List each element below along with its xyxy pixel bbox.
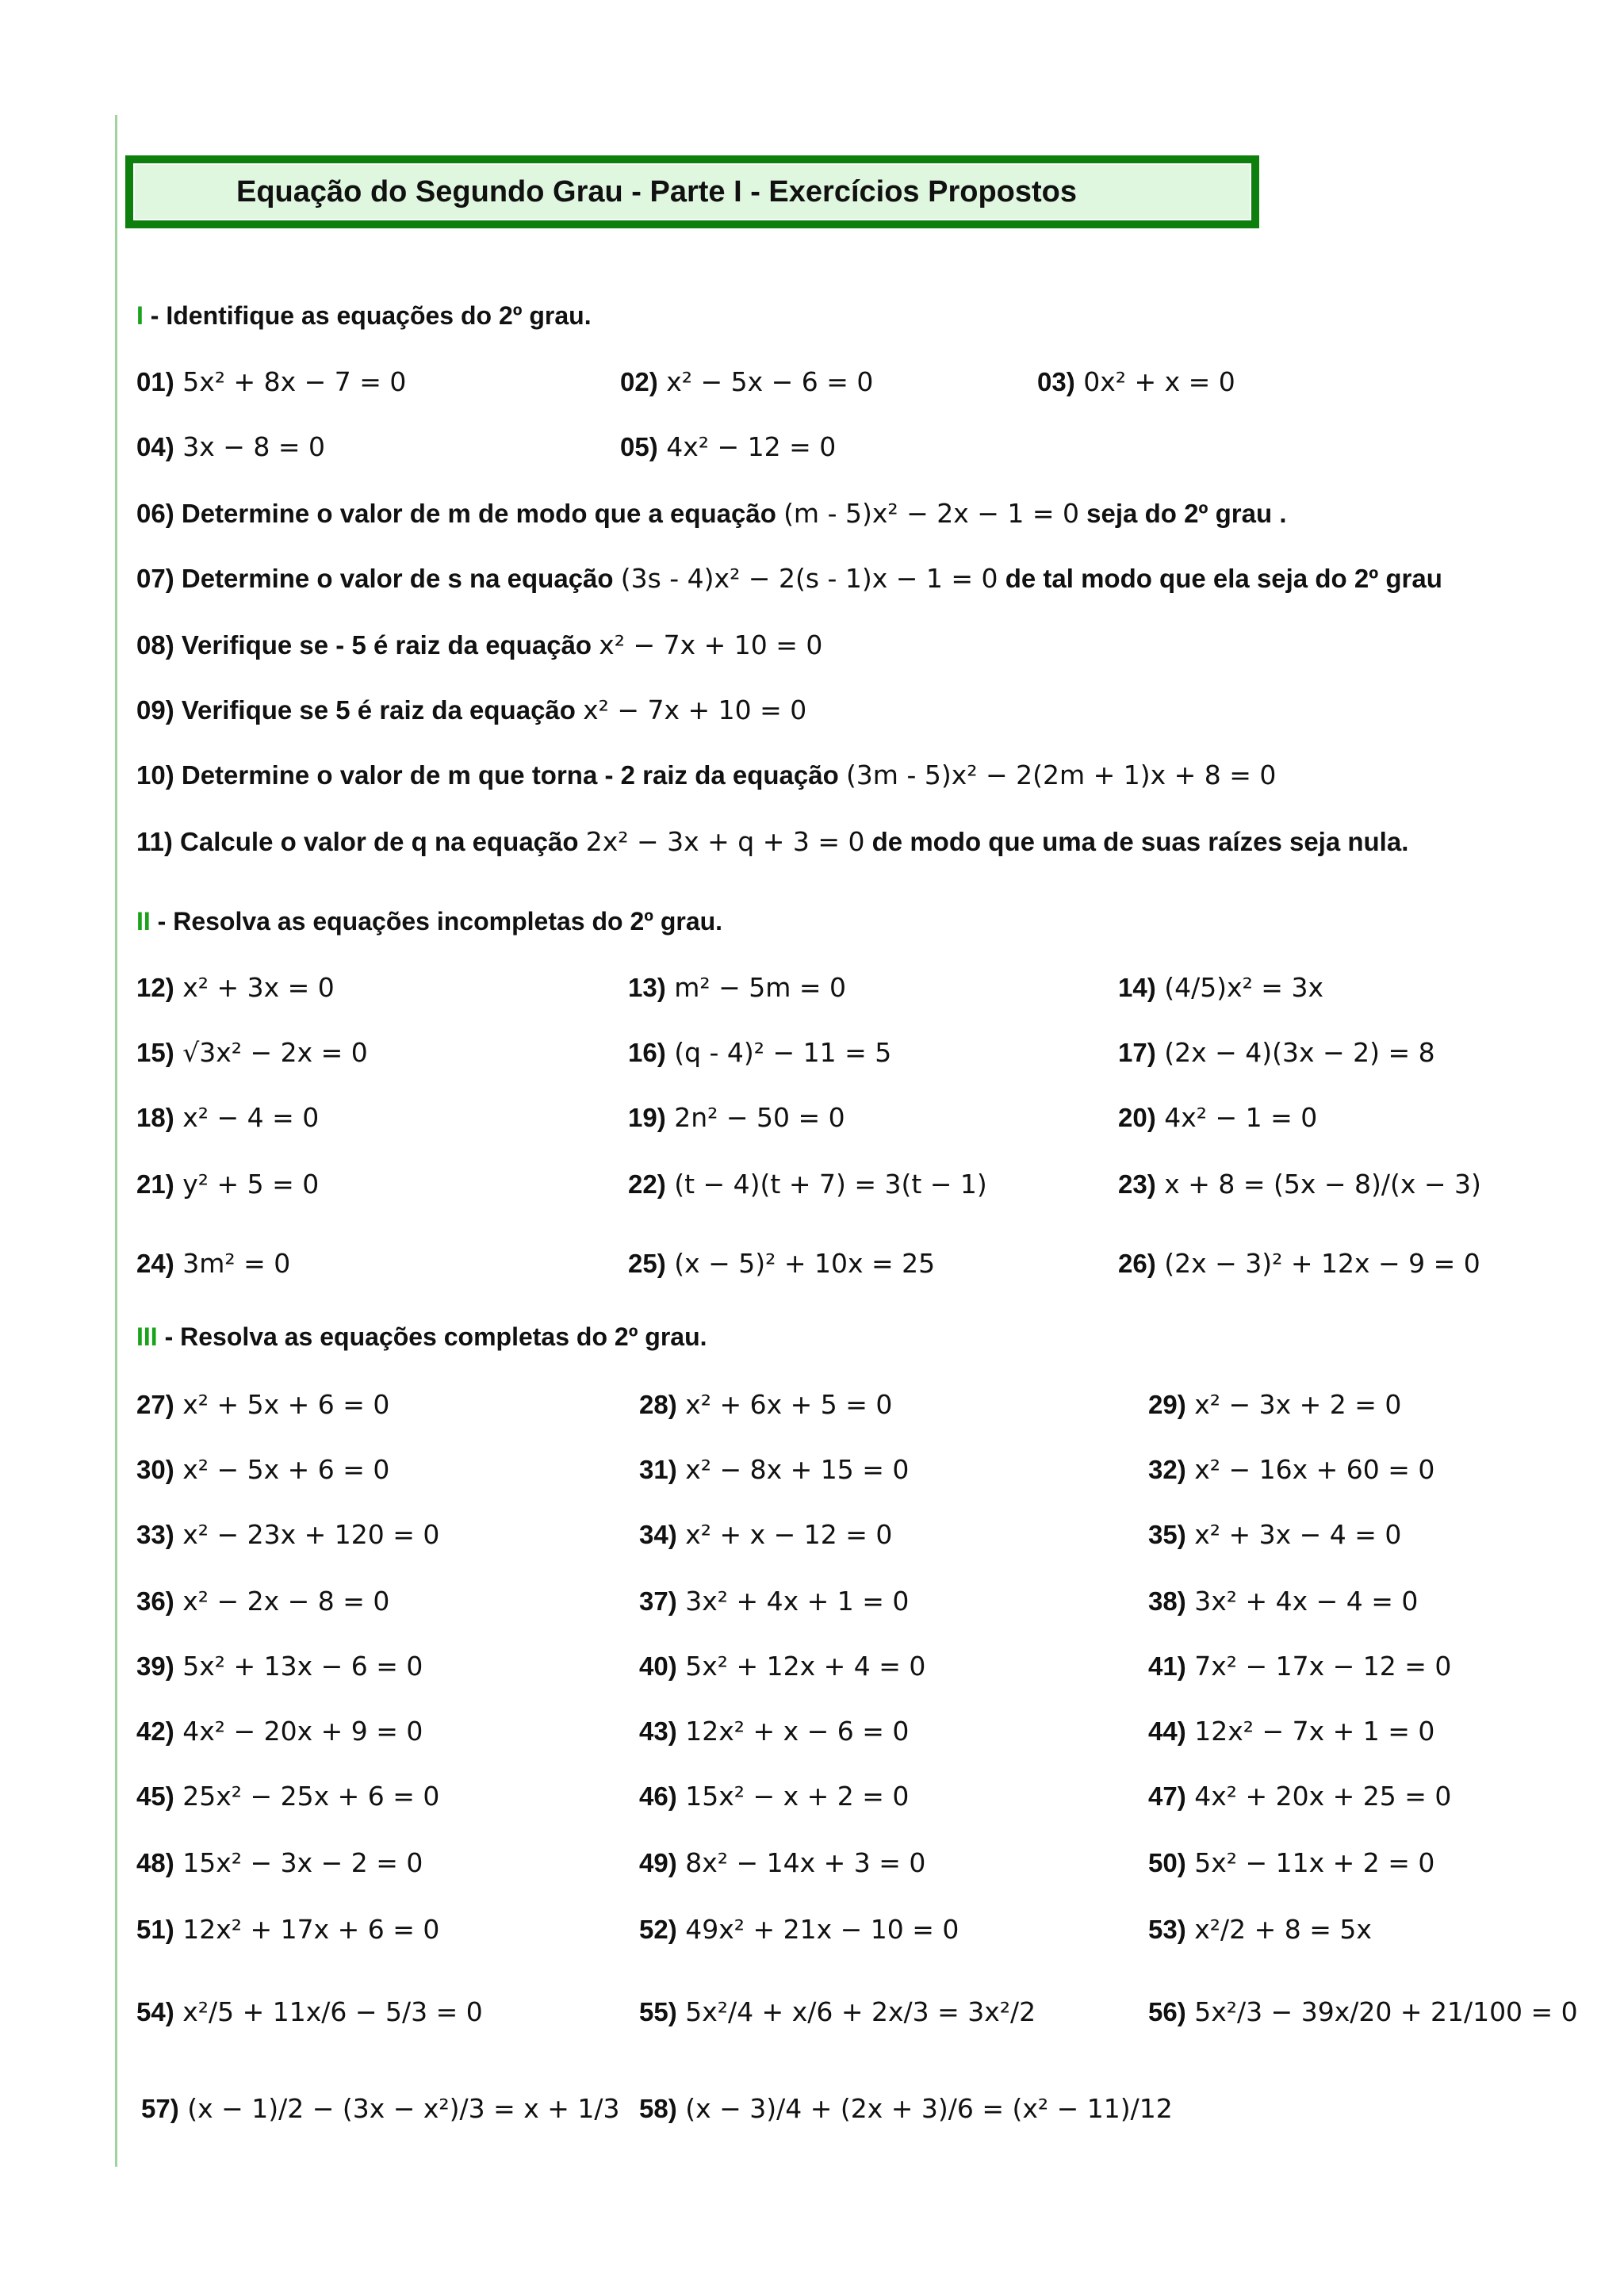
exercise-46: 46) 15x² − x + 2 = 0 xyxy=(639,1781,910,1812)
exercise-17: 17) (2x − 4)(3x − 2) = 8 xyxy=(1118,1037,1435,1068)
exercise-27: 27) x² + 5x + 6 = 0 xyxy=(136,1389,390,1420)
exercise-44: 44) 12x² − 7x + 1 = 0 xyxy=(1148,1716,1435,1747)
section-3-heading xyxy=(136,1322,707,1352)
exercise-47: 47) 4x² + 20x + 25 = 0 xyxy=(1148,1781,1452,1812)
exercise-08: 08) Verifique se - 5 é raiz da equação x² − 7x + 10 = 0 xyxy=(136,629,823,660)
exercise-57: 57) (x − 1)/2 − (3x − x²)/3 = x + 1/3 xyxy=(141,2093,620,2124)
margin-line xyxy=(115,115,117,2167)
exercise-04: 04) 3x − 8 = 0 xyxy=(136,431,325,462)
section-2-text: - Resolva as equações incompletas do 2º grau. xyxy=(150,907,723,936)
exercise-06: 06) Determine o valor de m de modo que a equação (m - 5)x² − 2x − 1 = 0 seja do 2º grau . xyxy=(136,498,1287,529)
exercise-26: 26) (2x − 3)² + 12x − 9 = 0 xyxy=(1118,1248,1480,1279)
section-3-text: - Resolva as equações completas do 2º grau. xyxy=(157,1322,707,1351)
exercise-23: 23) x + 8 = (5x − 8)/(x − 3) xyxy=(1118,1169,1481,1200)
exercise-22: 22) (t − 4)(t + 7) = 3(t − 1) xyxy=(628,1169,987,1200)
exercise-15: 15) √3x² − 2x = 0 xyxy=(136,1037,368,1068)
section-1-roman: I xyxy=(136,301,144,330)
exercise-24: 24) 3m² = 0 xyxy=(136,1248,291,1279)
exercise-10: 10) Determine o valor de m que torna - 2 raiz da equação (3m - 5)x² − 2(2m + 1)x + 8 = 0 xyxy=(136,760,1277,790)
exercise-18: 18) x² − 4 = 0 xyxy=(136,1102,320,1133)
exercise-49: 49) 8x² − 14x + 3 = 0 xyxy=(639,1847,926,1878)
exercise-07: 07) Determine o valor de s na equação (3s - 4)x² − 2(s - 1)x − 1 = 0 de tal modo que ela seja do 2º grau xyxy=(136,563,1442,594)
exercise-35: 35) x² + 3x − 4 = 0 xyxy=(1148,1519,1402,1550)
exercise-42: 42) 4x² − 20x + 9 = 0 xyxy=(136,1716,423,1747)
exercise-29: 29) x² − 3x + 2 = 0 xyxy=(1148,1389,1402,1420)
exercise-13: 13) m² − 5m = 0 xyxy=(628,972,846,1003)
exercise-50: 50) 5x² − 11x + 2 = 0 xyxy=(1148,1847,1435,1878)
exercise-41: 41) 7x² − 17x − 12 = 0 xyxy=(1148,1651,1452,1682)
exercise-36: 36) x² − 2x − 8 = 0 xyxy=(136,1586,390,1617)
section-2-heading xyxy=(136,907,722,936)
exercise-34: 34) x² + x − 12 = 0 xyxy=(639,1519,893,1550)
exercise-39: 39) 5x² + 13x − 6 = 0 xyxy=(136,1651,423,1682)
exercise-21: 21) y² + 5 = 0 xyxy=(136,1169,320,1200)
exercise-54: 54) x²/5 + 11x/6 − 5/3 = 0 xyxy=(136,1996,483,2027)
exercise-38: 38) 3x² + 4x − 4 = 0 xyxy=(1148,1586,1419,1617)
exercise-12: 12) x² + 3x = 0 xyxy=(136,972,335,1003)
exercise-30: 30) x² − 5x + 6 = 0 xyxy=(136,1454,390,1485)
exercise-37: 37) 3x² + 4x + 1 = 0 xyxy=(639,1586,910,1617)
exercise-16: 16) (q - 4)² − 11 = 5 xyxy=(628,1037,892,1068)
exercise-03: 03) 0x² + x = 0 xyxy=(1037,366,1235,397)
exercise-51: 51) 12x² + 17x + 6 = 0 xyxy=(136,1914,440,1945)
title-banner xyxy=(125,155,1259,228)
page-title: Equação do Segundo Grau - Parte I - Exercícios Propostos xyxy=(236,174,1078,209)
exercise-32: 32) x² − 16x + 60 = 0 xyxy=(1148,1454,1435,1485)
section-1-text: - Identifique as equações do 2º grau. xyxy=(143,301,592,330)
section-3-roman: III xyxy=(136,1322,158,1351)
title-banner-inner xyxy=(133,163,1251,220)
exercise-33: 33) x² − 23x + 120 = 0 xyxy=(136,1519,440,1550)
section-1-heading xyxy=(136,301,592,331)
section-2-roman: II xyxy=(136,907,151,936)
exercise-43: 43) 12x² + x − 6 = 0 xyxy=(639,1716,910,1747)
exercise-40: 40) 5x² + 12x + 4 = 0 xyxy=(639,1651,926,1682)
exercise-14: 14) (4/5)x² = 3x xyxy=(1118,972,1323,1003)
exercise-45: 45) 25x² − 25x + 6 = 0 xyxy=(136,1781,440,1812)
exercise-28: 28) x² + 6x + 5 = 0 xyxy=(639,1389,893,1420)
exercise-25: 25) (x − 5)² + 10x = 25 xyxy=(628,1248,936,1279)
exercise-09: 09) Verifique se 5 é raiz da equação x² − 7x + 10 = 0 xyxy=(136,695,807,725)
exercise-56: 56) 5x²/3 − 39x/20 + 21/100 = 0 xyxy=(1148,1996,1578,2027)
exercise-52: 52) 49x² + 21x − 10 = 0 xyxy=(639,1914,959,1945)
exercise-11: 11) Calcule o valor de q na equação 2x² − 3x + q + 3 = 0 de modo que uma de suas raízes seja nula. xyxy=(136,826,1409,857)
exercise-53: 53) x²/2 + 8 = 5x xyxy=(1148,1914,1372,1945)
exercise-20: 20) 4x² − 1 = 0 xyxy=(1118,1102,1318,1133)
exercise-31: 31) x² − 8x + 15 = 0 xyxy=(639,1454,910,1485)
exercise-01: 01) 5x² + 8x − 7 = 0 xyxy=(136,366,407,397)
exercise-19: 19) 2n² − 50 = 0 xyxy=(628,1102,845,1133)
exercise-55: 55) 5x²/4 + x/6 + 2x/3 = 3x²/2 xyxy=(639,1996,1036,2027)
exercise-02: 02) x² − 5x − 6 = 0 xyxy=(620,366,874,397)
exercise-05: 05) 4x² − 12 = 0 xyxy=(620,431,837,462)
exercise-48: 48) 15x² − 3x − 2 = 0 xyxy=(136,1847,423,1878)
exercise-58: 58) (x − 3)/4 + (2x + 3)/6 = (x² − 11)/12 xyxy=(639,2093,1173,2124)
